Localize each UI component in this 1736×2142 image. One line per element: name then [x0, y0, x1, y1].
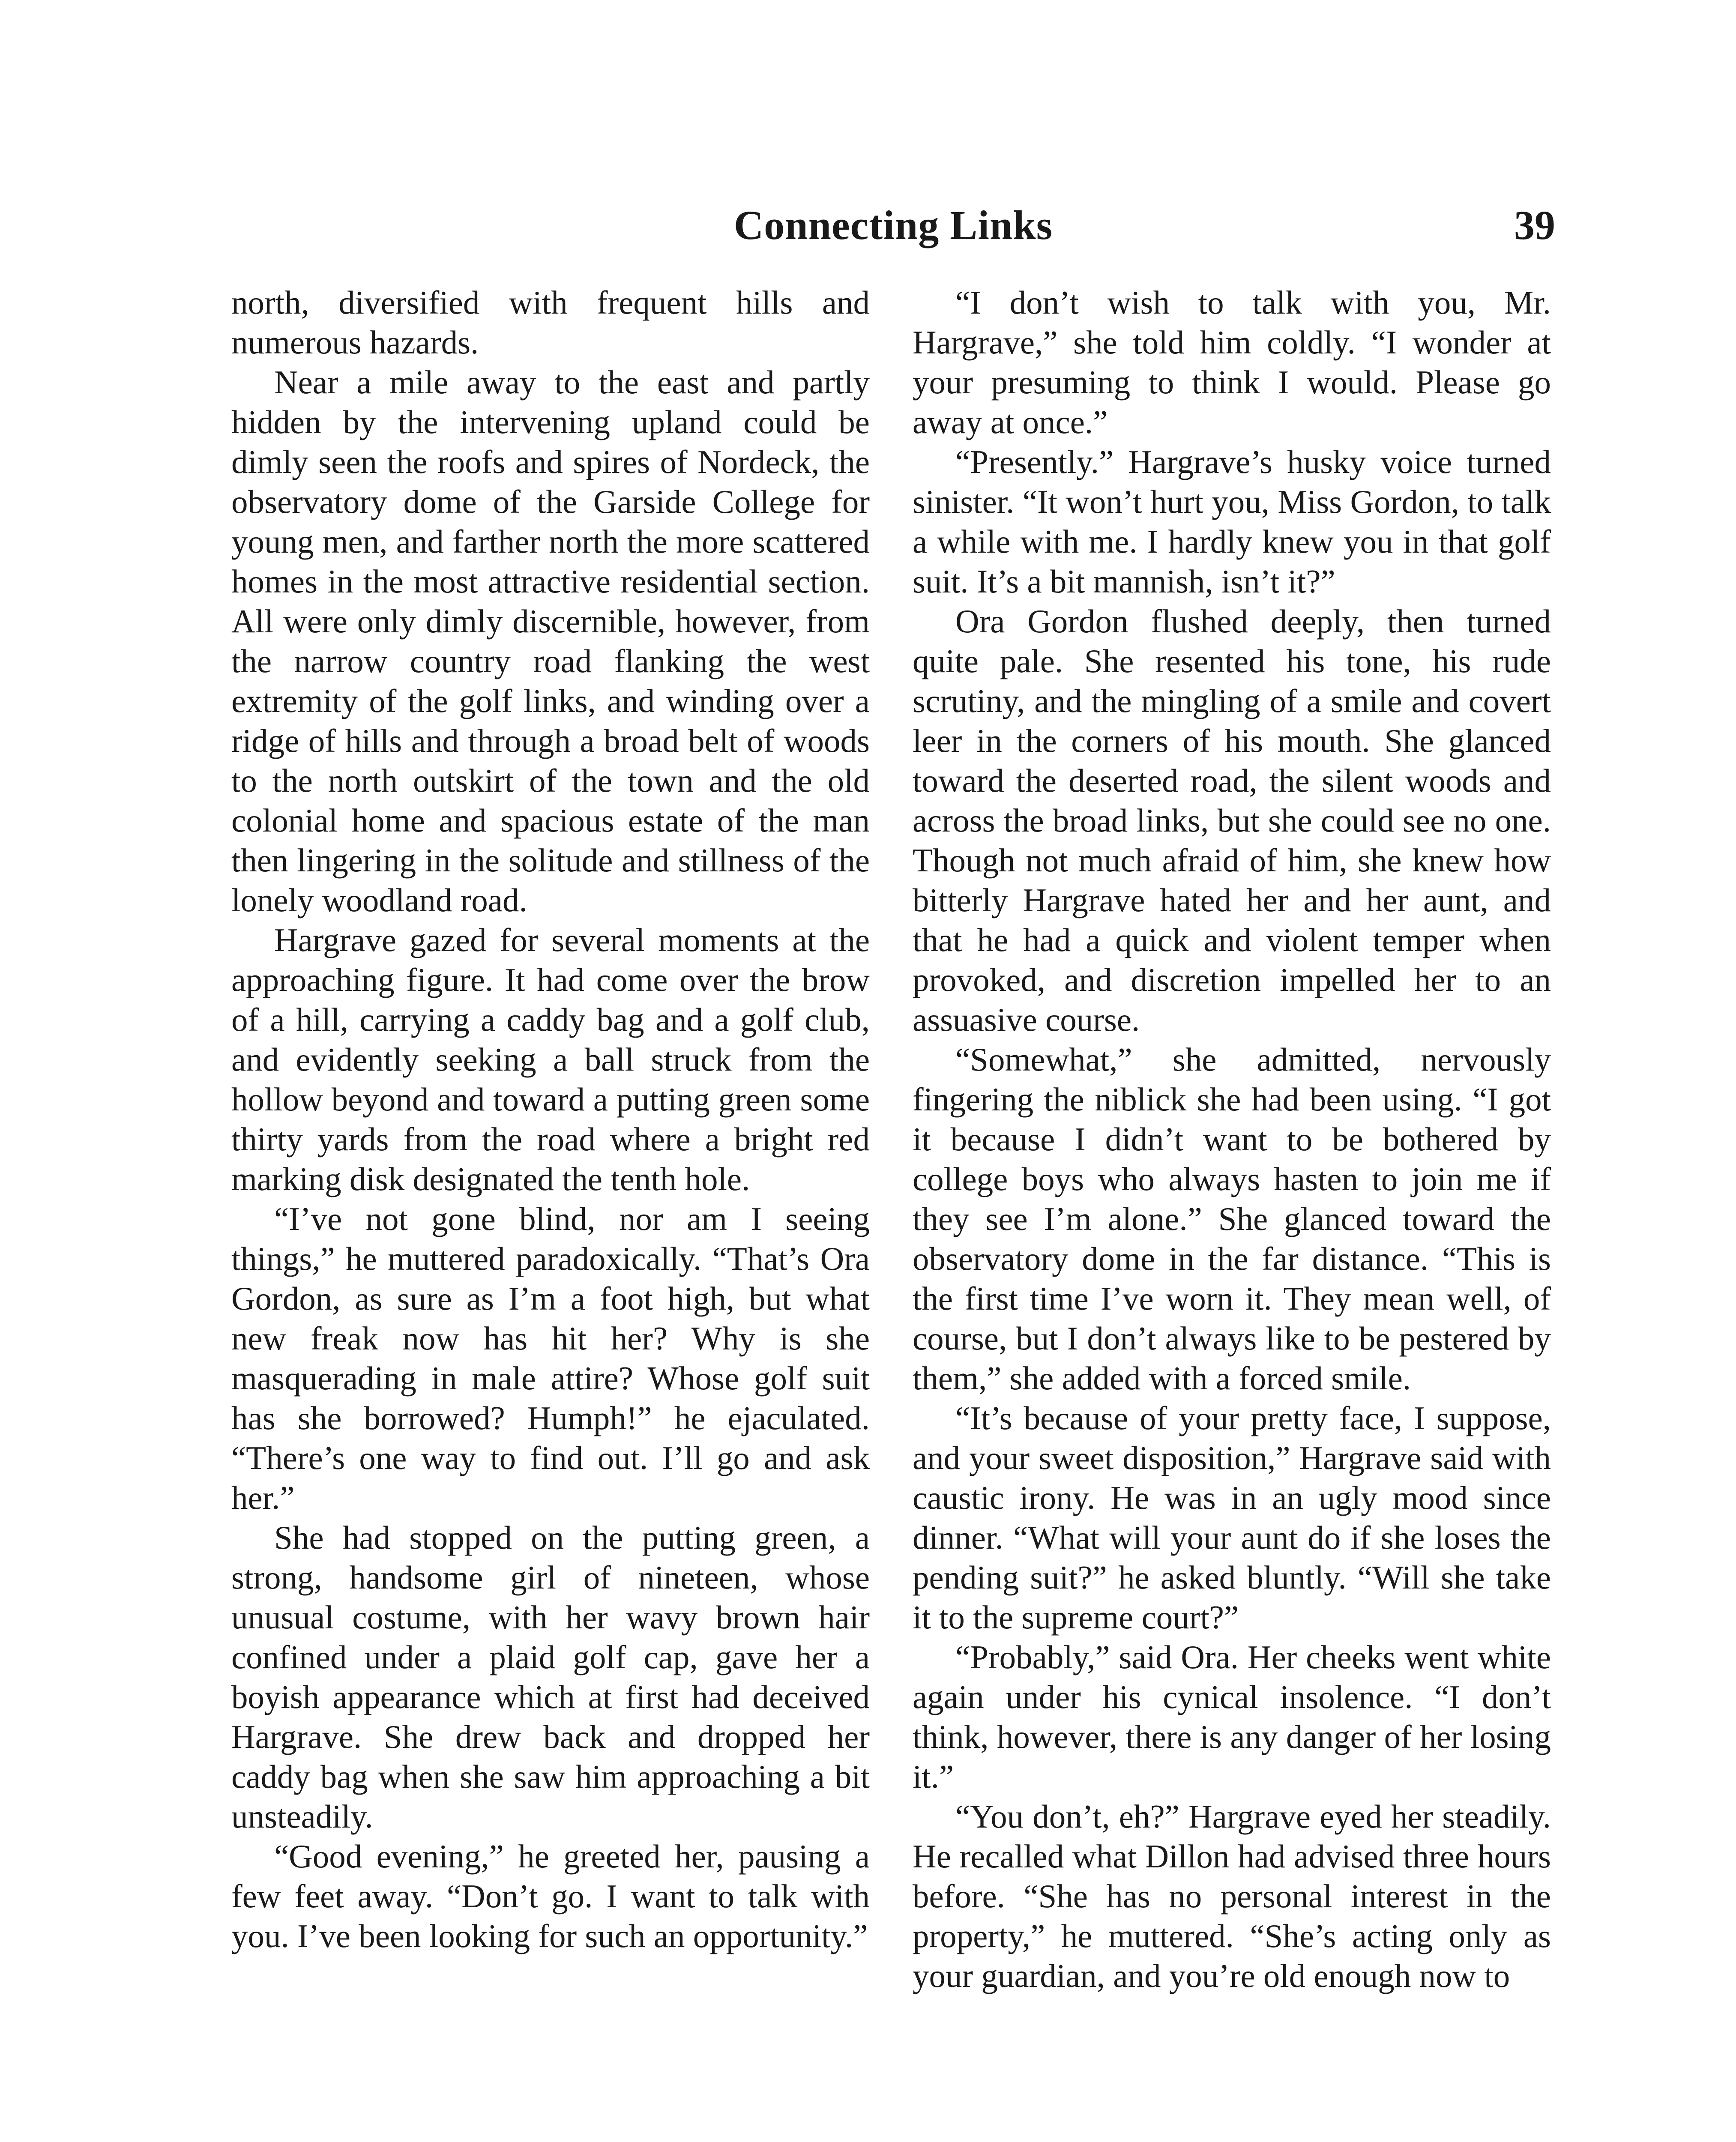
paragraph: Hargrave gazed for several moments at the approaching figure. It had come over the brow of a hill, carrying a caddy bag and a golf club, and evidently seeking a ball struck from the hollow beyond and toward a putting green some thirty yards from the road where a bright red marking disk designated the tenth hole.	[231, 921, 870, 1197]
paragraph: “Good evening,” he greeted her, pausing a few feet away. “Don’t go. I want to talk with you. I’ve been looking for such an opportunity.”	[231, 1838, 870, 1954]
paragraph: “I’ve not gone blind, nor am I seeing things,” he muttered paradoxically. “That’s Ora Gordon, as sure as I’m a foot high, but what new freak now has hit her? Why is she masquerading in male attire? Whose golf suit has she borrowed? Humph!” he ejaculated. “There’s one way to find out. I’ll go and ask her.”	[231, 1200, 870, 1516]
paragraph: “It’s because of your pretty face, I suppose, and your sweet disposition,” Hargrave said with caustic irony. He was in an ugly mood since dinner. “What will your aunt do if she loses the pending suit?” he asked bluntly. “Will she take it to the supreme court?”	[913, 1400, 1551, 1636]
paragraph: Ora Gordon flushed deeply, then turned quite pale. She resented his tone, his rude scrutiny, and the mingling of a smile and covert leer in the corners of his mouth. She glanced toward the deserted road, the silent woods and across the broad links, but she could see no one. Though not much afraid of him, she knew how bitterly Hargrave hated her and her aunt, and that he had a quick and violent temper when provoked, and discretion impelled her to an assuasive course.	[913, 603, 1551, 1038]
paragraph: She had stopped on the putting green, a strong, handsome girl of nineteen, whose unusual costume, with her wavy brown hair confined under a plaid golf cap, gave her a boyish appearance which at first had deceived Hargrave. She drew back and dropped her caddy bag when she saw him approaching a bit unsteadily.	[231, 1519, 870, 1835]
paragraph: “Probably,” said Ora. Her cheeks went white again under his cynical insolence. “I don’t think, however, there is any danger of her losing it.”	[913, 1639, 1551, 1795]
paragraph: “You don’t, eh?” Hargrave eyed her steadily. He recalled what Dillon had advised three hours before. “She has no personal interest in the property,” he muttered. “She’s acting only as your guardian, and you’re old enough now to	[913, 1798, 1551, 1994]
paragraph: “Presently.” Hargrave’s husky voice turned sinister. “It won’t hurt you, Miss Gordon, to talk a while with me. I hardly knew you in that golf suit. It’s a bit mannish, isn’t it?”	[913, 443, 1551, 600]
paragraph: “Somewhat,” she admitted, nervously fingering the niblick she had been using. “I got it because I didn’t want to be bothered by college boys who always hasten to join me if they see I’m alone.” She glanced toward the observatory dome in the far distance. “This is the first time I’ve worn it. They mean well, of course, but I don’t always like to be pestered by them,” she added with a forced smile.	[913, 1041, 1551, 1397]
right-column	[913, 283, 1551, 1996]
paragraph: “I don’t wish to talk with you, Mr. Hargrave,” she told him coldly. “I wonder at your presuming to think I would. Please go away at once.”	[913, 284, 1551, 440]
page-number: 39	[1514, 202, 1555, 248]
left-column	[231, 283, 870, 1956]
page-header	[231, 201, 1555, 270]
paragraph: north, diversified with frequent hills and numerous hazards.	[231, 284, 870, 361]
running-title: Connecting Links	[733, 202, 1053, 248]
paragraph: Near a mile away to the east and partly hidden by the intervening upland could be dimly seen the roofs and spires of Nordeck, the observatory dome of the Garside College for young men, and farther north the more scattered homes in the most attractive residential section. All were only dimly discernible, however, from the narrow country road flanking the west extremity of the golf links, and winding over a ridge of hills and through a broad belt of woods to the north outskirt of the town and the old colonial home and spacious estate of the man then lingering in the solitude and stillness of the lonely woodland road.	[231, 364, 870, 918]
